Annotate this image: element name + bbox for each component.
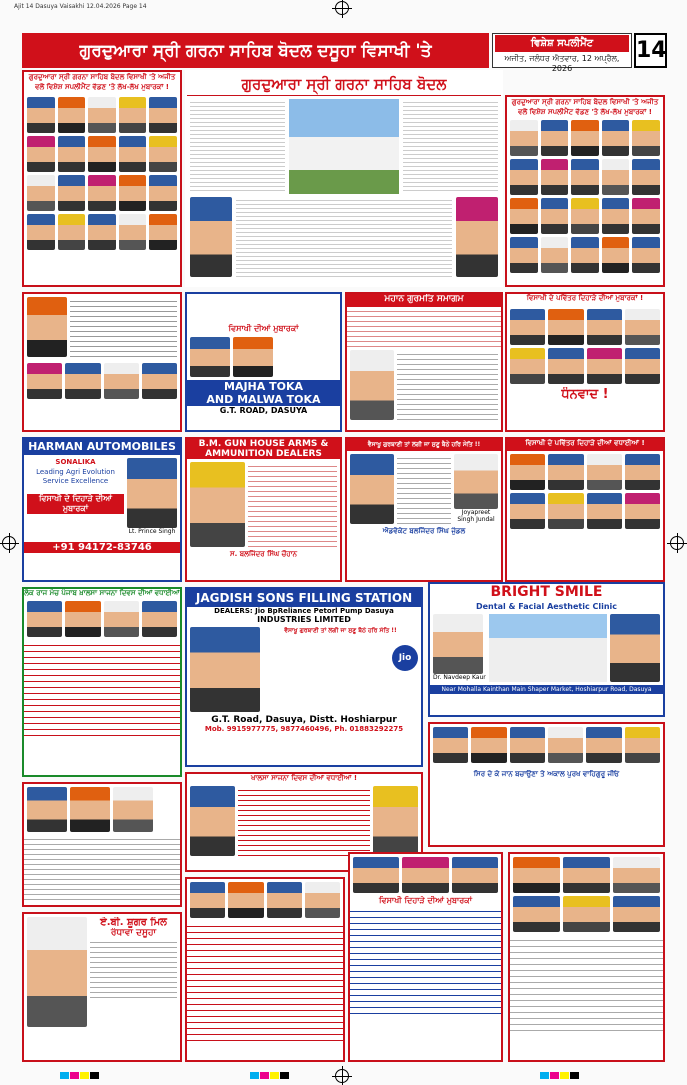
- left-mid-greeting-block: [22, 587, 182, 777]
- jagdish-line: ਵੈਸਾਖੂ ਗੁਰਬਾਣੀ ਤਾਂ ਲਗੀ ਜਾ ਸੁਣੂ ਬੈਠੇ ਹਰਿ ਸੇਤਿ !!: [284, 627, 397, 634]
- majha-address: G.T. ROAD, DASUYA: [219, 406, 308, 415]
- ad-text: [510, 935, 663, 1035]
- print-slug: Ajit 14 Dasuya Vaisakhi 12.04.2026 Page 14: [14, 3, 147, 10]
- photo-grid: [507, 117, 663, 276]
- feature-article: [185, 70, 503, 287]
- right-mid-greeting-block: [505, 437, 665, 582]
- smile-title: BRIGHT SMILE: [490, 584, 603, 600]
- photo-grid: [24, 598, 180, 640]
- registration-mark-icon: [335, 1069, 349, 1083]
- portrait: [510, 727, 545, 763]
- portrait: [149, 136, 177, 172]
- feature-body: [187, 96, 501, 197]
- portrait: [563, 896, 610, 932]
- portrait: [27, 175, 55, 211]
- harman-greeting: ਵਿਸਾਖੀ ਦੇ ਦਿਹਾੜੇ ਦੀਆਂ ਮੁਬਾਰਕਾਂ: [27, 494, 124, 514]
- portrait: [510, 120, 538, 156]
- sugar-title: ਏ.ਬੀ. ਸ਼ੂਗਰ ਮਿਲ: [100, 917, 167, 928]
- portrait: [142, 601, 177, 637]
- portrait: [113, 787, 153, 832]
- bright-smile-ad: [428, 582, 665, 717]
- portrait: [548, 493, 583, 529]
- gun-person: ਸ. ਬਲਜਿੰਦਰ ਸਿੰਘ ਚੌਹਾਨ: [229, 550, 298, 558]
- wish-block: [428, 722, 665, 847]
- registration-mark-icon: [670, 536, 684, 550]
- portrait: [350, 454, 394, 524]
- portrait: [27, 214, 55, 250]
- portrait: [27, 601, 62, 637]
- samagam-header: ਮਹਾਨ ਗੁਰਮਤਿ ਸਮਾਗਮ: [347, 294, 501, 307]
- smile-address: Near Mohalla Kainthan Main Shaper Market, Hoshiarpur Road, Dasuya: [430, 685, 663, 694]
- portrait: [625, 493, 660, 529]
- portrait: [119, 214, 147, 250]
- portrait: [149, 175, 177, 211]
- block-header: ਖਾਲਸਾ ਸਾਜਨਾ ਦਿਵਸ ਦੀਆਂ ਵਧਾਈਆਂ !: [250, 774, 358, 782]
- article-text: [190, 99, 285, 194]
- ad-text: [350, 906, 501, 1016]
- portrait: [510, 198, 538, 234]
- jagdish-dealers: DEALERS: Jio BpReliance Petorl Pump Dasuya: [214, 607, 394, 615]
- portrait: [65, 363, 100, 399]
- portrait: [305, 882, 340, 918]
- color-bar: [540, 1072, 579, 1079]
- sugar-place: ਰੰਧਾਵਾ ਦਸੂਹਾ: [110, 928, 157, 938]
- portrait: [27, 917, 87, 1027]
- ad-text: [90, 938, 177, 998]
- portrait: [602, 198, 630, 234]
- supplement-box: [492, 33, 632, 73]
- portrait: [602, 237, 630, 273]
- portrait: [571, 120, 599, 156]
- block-footer: ਧੰਨਵਾਦ !: [561, 387, 609, 402]
- clinic-photo: [489, 614, 607, 682]
- portrait: [350, 350, 394, 420]
- portrait: [586, 727, 621, 763]
- portrait: [190, 882, 225, 918]
- block-header: ਵਿਸਾਖੀ ਦੇ ਪਵਿੱਤਰ ਦਿਹਾੜੇ ਦੀਆਂ ਮੁਬਾਰਕਾਂ !: [526, 294, 644, 302]
- jio-logo: Jio: [392, 645, 418, 671]
- portrait: [142, 363, 177, 399]
- portrait: [104, 363, 139, 399]
- bottom-center-block: [348, 852, 503, 1062]
- left-lower-ad: [22, 782, 182, 907]
- majha-greeting: ਵਿਸਾਖੀ ਦੀਆਂ ਮੁਬਾਰਕਾਂ: [228, 324, 299, 333]
- photo-grid: [510, 854, 663, 935]
- portrait: [632, 198, 660, 234]
- portrait: [625, 454, 660, 490]
- ad-text: [24, 835, 180, 900]
- portrait: [149, 97, 177, 133]
- block-header: ਗੁਰਦੁਆਰਾ ਸ੍ਰੀ ਗਰਨਾ ਸਾਹਿਬ ਬੋਦਲ ਵਿਸਾਖੀ 'ਤੇ ਅਜੀਤ ਵਲੋਂ ਵਿਸ਼ੇਸ਼ ਸਪਲੀਮੈਂਟ ਵੱਡਣ 'ਤੇ ਲੱਖ-ਲੱਖ ਮੁਬਾਰਕਾਂ !: [511, 98, 659, 116]
- smile-doctor: Dr. Navdeep Kaur: [433, 674, 486, 681]
- portrait: [433, 614, 483, 674]
- portrait: [510, 309, 545, 345]
- wish-text: ਸਿਰ ਦੇ ਕੇ ਜਾਨ ਬਚਾਉਣਾ ਤੇ ਅਕਾਲ ਪੁਰਖ ਵਾਹਿਗੁਰੂ ਜੀਓ: [473, 770, 620, 778]
- vaisakhi-greeting-block: [505, 292, 665, 432]
- portrait: [119, 175, 147, 211]
- portrait: [613, 896, 660, 932]
- top-right-greeting-block: [505, 95, 665, 287]
- portrait: [513, 857, 560, 893]
- portrait: [456, 197, 498, 277]
- harman-brand: SONALIKA: [55, 458, 96, 466]
- harman-title: HARMAN AUTOMOBILES: [24, 439, 180, 455]
- portrait: [88, 214, 116, 250]
- ad-text: [24, 640, 180, 740]
- gurdwara-photo: [289, 99, 399, 194]
- portrait: [190, 627, 260, 712]
- portrait: [433, 727, 468, 763]
- photo-grid: [507, 306, 663, 387]
- feature-lower: [187, 197, 501, 277]
- portrait: [58, 175, 86, 211]
- portrait: [571, 198, 599, 234]
- photo-grid: [24, 360, 180, 402]
- portrait: [548, 309, 583, 345]
- majha-name-2: AND MALWA TOKA: [187, 393, 340, 406]
- portrait: [233, 337, 273, 377]
- portrait: [27, 297, 67, 357]
- portrait: [353, 857, 399, 893]
- portrait: [454, 454, 498, 509]
- photo-grid: [350, 854, 501, 896]
- top-left-greeting-block: [22, 70, 182, 287]
- portrait: [602, 159, 630, 195]
- portrait: [58, 97, 86, 133]
- portrait: [541, 198, 569, 234]
- harman-tagline: Leading Agri Evolution Service Excellence: [36, 468, 115, 485]
- kirtan-person: Joyapreet Singh Jundal: [457, 509, 495, 523]
- portrait: [127, 458, 177, 528]
- portrait: [510, 348, 545, 384]
- portrait: [65, 601, 100, 637]
- photo-grid: [507, 451, 663, 532]
- portrait: [88, 175, 116, 211]
- gun-title-2: AMMUNITION DEALERS: [187, 449, 340, 459]
- portrait: [58, 214, 86, 250]
- portrait: [625, 309, 660, 345]
- article-text: [403, 99, 498, 194]
- portrait: [587, 348, 622, 384]
- page-number: 14: [634, 33, 667, 68]
- color-bar: [250, 1072, 289, 1079]
- ad-text: [238, 786, 370, 856]
- portrait: [587, 454, 622, 490]
- harman-person: Lt. Prince Singh: [128, 528, 176, 535]
- portrait: [373, 786, 418, 856]
- jagdish-title: JAGDISH SONS FILLING STATION: [187, 589, 421, 607]
- photo-grid: [24, 94, 180, 253]
- supplement-label: ਵਿਸ਼ੇਸ਼ ਸਪਲੀਮੈਂਟ: [495, 35, 629, 52]
- block-header: ਲੋਕ ਰਾਜ ਮੰਚ ਪੰਜਾਬ ਖ਼ਾਲਸਾ ਸਾਜਨਾ ਦਿਵਸ ਦੀਆਂ ਵਧਾਈਆਂ: [24, 589, 180, 597]
- dateline: ਅਜੀਤ, ਜਲੰਧਰ ਐਤਵਾਰ, 12 ਅਪ੍ਰੈਲ, 2026: [504, 54, 620, 73]
- portrait: [510, 454, 545, 490]
- portrait: [190, 337, 230, 377]
- portrait: [190, 197, 232, 277]
- sugar-mill-ad: [22, 912, 182, 1062]
- portrait: [510, 493, 545, 529]
- jagdish-address: G.T. Road, Dasuya, Distt. Hoshiarpur: [211, 715, 397, 725]
- bottom-center-text: ਵਿਸਾਖੀ ਦਿਹਾੜੇ ਦੀਆਂ ਮੁਬਾਰਕਾਂ: [379, 896, 472, 905]
- portrait: [58, 136, 86, 172]
- photo-grid: [430, 724, 663, 766]
- article-text: [236, 197, 452, 277]
- portrait: [267, 882, 302, 918]
- portrait: [513, 896, 560, 932]
- jagdish-ltd: INDUSTRIES LIMITED: [257, 615, 351, 624]
- bottom-center-left-block: [185, 877, 345, 1062]
- portrait: [228, 882, 263, 918]
- jagdish-filling-station-ad: [185, 587, 423, 767]
- portrait: [70, 787, 110, 832]
- portrait: [587, 309, 622, 345]
- portrait: [548, 348, 583, 384]
- portrait: [88, 136, 116, 172]
- gurmat-samagam-ad: [345, 292, 503, 432]
- portrait: [632, 120, 660, 156]
- jagdish-phones: Mob. 9915977775, 9877460496, Ph. 01883292275: [204, 725, 404, 733]
- portrait: [625, 727, 660, 763]
- portrait: [613, 857, 660, 893]
- portrait: [452, 857, 498, 893]
- portrait: [27, 136, 55, 172]
- bottom-right-block: [508, 852, 665, 1062]
- portrait: [587, 493, 622, 529]
- portrait: [563, 857, 610, 893]
- smile-subtitle: Dental & Facial Aesthetic Clinic: [475, 602, 618, 611]
- portrait: [571, 159, 599, 195]
- portrait: [190, 786, 235, 856]
- portrait: [27, 97, 55, 133]
- portrait: [510, 237, 538, 273]
- gun-house-ad: [185, 437, 342, 582]
- portrait: [27, 787, 67, 832]
- majha-toka-ad: [185, 292, 342, 432]
- portrait: [625, 348, 660, 384]
- portrait: [632, 159, 660, 195]
- portrait: [88, 97, 116, 133]
- majha-name: MAJHA TOKA: [187, 380, 340, 393]
- kirtan-footer: ਐਡਵੋਕੇਟ ਬਲਜਿੰਦਰ ਸਿੰਘ ਜੁੰਡਲ: [382, 527, 466, 535]
- portrait: [541, 159, 569, 195]
- portrait: [190, 462, 245, 547]
- family-greeting-ad: [22, 292, 182, 432]
- kirtan-greeting-ad: [345, 437, 503, 582]
- ad-text: [397, 454, 451, 524]
- ad-text: [187, 921, 343, 1041]
- portrait: [119, 97, 147, 133]
- portrait: [471, 727, 506, 763]
- block-header: ਗੁਰਦੁਆਰਾ ਸ੍ਰੀ ਗਰਨਾ ਸਾਹਿਬ ਬੋਦਲ ਵਿਸਾਖੀ 'ਤੇ ਅਜੀਤ ਵਲੋਂ ਵਿਸ਼ੇਸ਼ ਸਪਲੀਮੈਂਟ ਵੱਡਣ 'ਤੇ ਲੱਖ-ਲੱਖ ਮੁਬਾਰਕਾਂ !: [28, 73, 176, 91]
- portrait: [571, 237, 599, 273]
- harman-phone: +91 94172-83746: [24, 542, 180, 553]
- kirtan-header: ਵੈਸਾਖੂ ਗੁਰਬਾਣੀ ਤਾਂ ਲਗੀ ਜਾ ਸੁਣੂ ਬੈਠੇ ਹਰਿ ਸੇਤਿ !!: [347, 439, 501, 451]
- portrait: [548, 727, 583, 763]
- registration-mark-icon: [335, 1, 349, 15]
- feature-title: ਗੁਰਦੁਆਰਾ ਸ੍ਰੀ ਗਰਨਾ ਸਾਹਿਬ ਬੋਦਲ: [187, 72, 501, 96]
- ad-text: [248, 462, 337, 547]
- portrait: [632, 237, 660, 273]
- portrait: [402, 857, 448, 893]
- portrait: [548, 454, 583, 490]
- ad-text: [347, 307, 501, 347]
- portrait: [541, 237, 569, 273]
- block-header: ਵਿਸਾਖੀ ਦੇ ਪਵਿੱਤਰ ਦਿਹਾੜੇ ਦੀਆਂ ਵਧਾਈਆਂ !: [507, 439, 663, 451]
- registration-mark-icon: [2, 536, 16, 550]
- color-bar: [60, 1072, 99, 1079]
- portrait: [119, 136, 147, 172]
- portrait: [510, 159, 538, 195]
- photo-grid: [187, 879, 343, 921]
- masthead-title: ਗੁਰਦੁਆਰਾ ਸ੍ਰੀ ਗਰਨਾ ਸਾਹਿਬ ਬੋਦਲ ਦਸੂਹਾ ਵਿਸਾਖੀ 'ਤੇ: [22, 33, 489, 68]
- portrait: [27, 363, 62, 399]
- portrait: [602, 120, 630, 156]
- ad-text: [397, 350, 498, 420]
- gun-title: B.M. GUN HOUSE ARMS &: [187, 439, 340, 449]
- portrait: [149, 214, 177, 250]
- portrait: [104, 601, 139, 637]
- harman-automobiles-ad: [22, 437, 182, 582]
- portrait: [610, 614, 660, 682]
- portrait: [541, 120, 569, 156]
- ad-text: [70, 297, 177, 357]
